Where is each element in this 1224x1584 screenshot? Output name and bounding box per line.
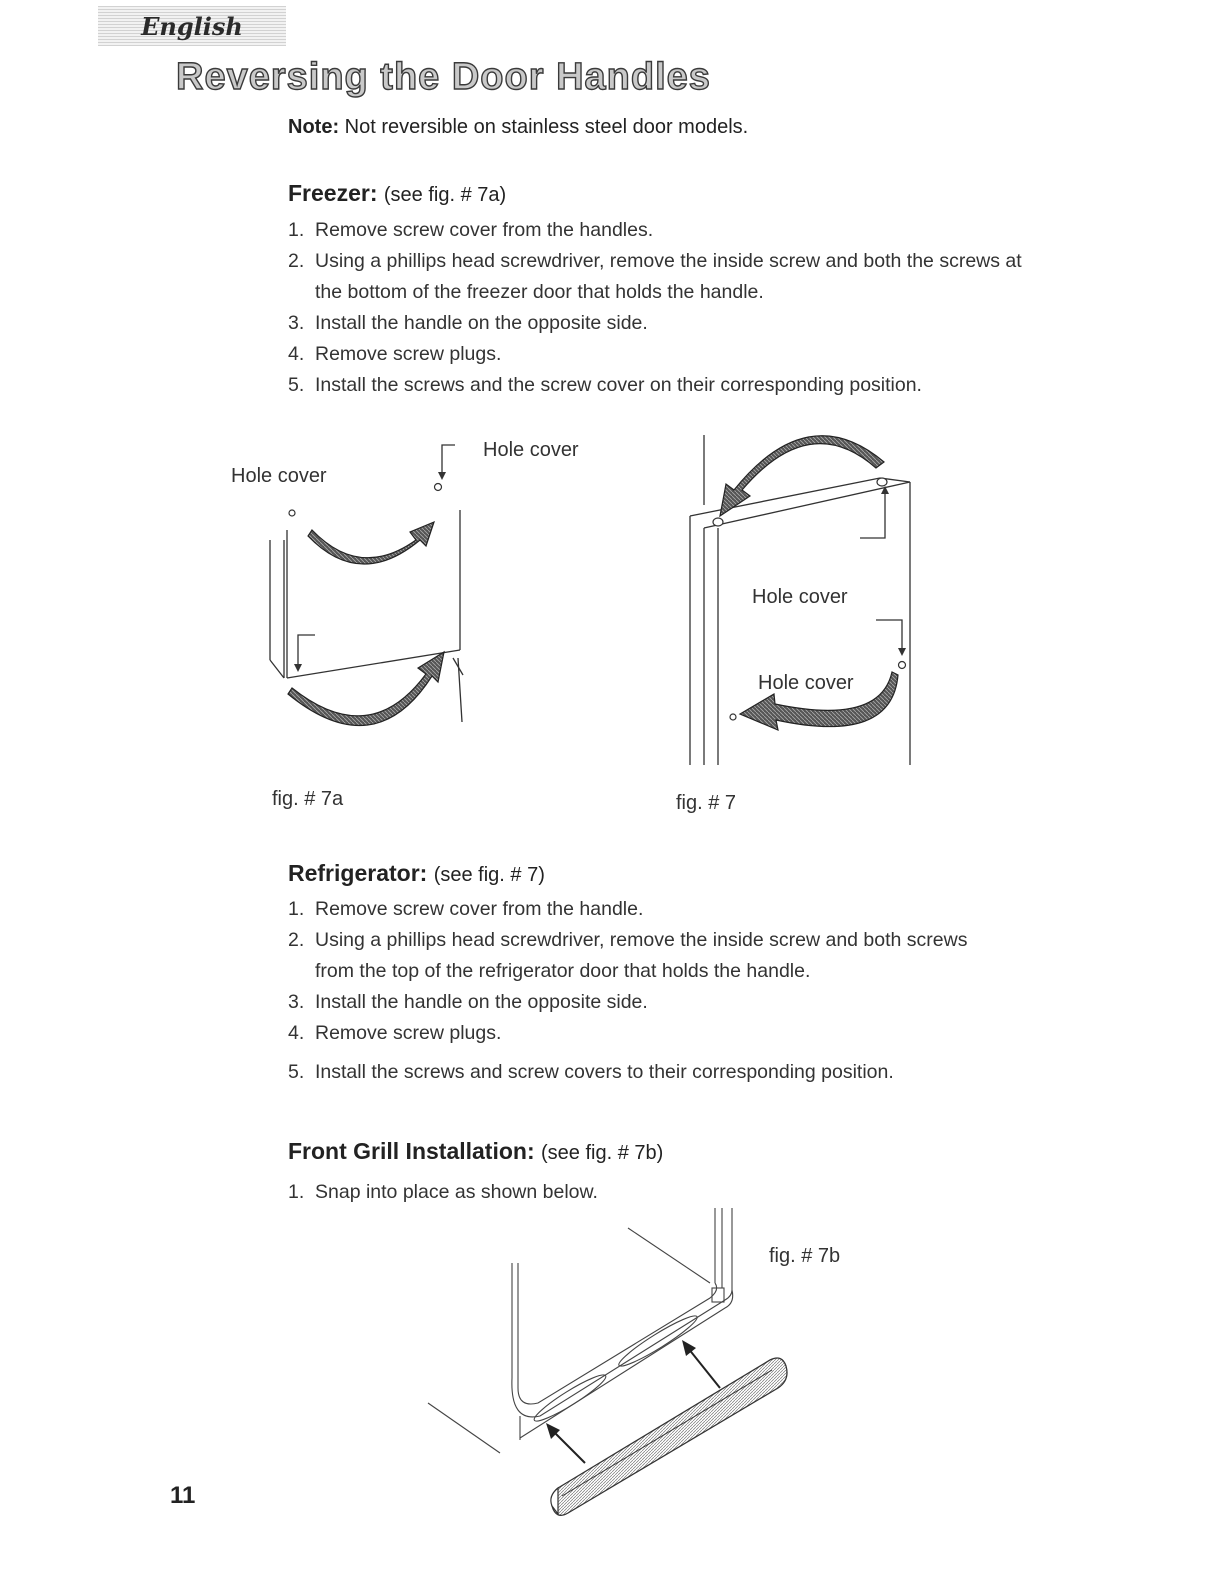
front-grill-steps [288,1177,888,1208]
hole-cover-icon [899,662,906,669]
hole-cover-icon [289,510,295,516]
front-grill-see-ref: (see fig. # 7b) [541,1142,664,1164]
note [288,116,748,139]
step-text: Using a phillips head screwdriver, remove the inside screw and both screws from the top of the refrigerator door that holds the handle. [315,929,968,982]
front-grill-heading-label: Front Grill Installation: [288,1138,535,1164]
freezer-steps [288,215,1028,401]
curved-arrow-icon [308,522,434,564]
arrow-icon [682,1340,696,1356]
list-item [288,925,988,987]
step-number: 1. [288,898,305,920]
figure-caption: fig. # 7b [769,1245,841,1267]
hole-cover-icon [877,478,887,486]
language-label: English [141,11,243,41]
step-text: Install the handle on the opposite side. [315,312,648,334]
list-item [288,246,1028,308]
figure-caption: fig. # 7a [272,788,344,810]
refrigerator-heading-label: Refrigerator: [288,860,428,886]
refrigerator-steps [288,894,988,1088]
step-number: 4. [288,343,305,365]
list-item [288,215,1028,246]
step-text: Using a phillips head screwdriver, remove the inside screw and both the screws at the bottom of the freezer door that holds the handle. [315,250,1022,303]
freezer-heading-label: Freezer: [288,180,378,206]
step-number: 1. [288,1181,305,1203]
step-text: Install the handle on the opposite side. [315,991,648,1013]
front-grill-heading [288,1138,663,1165]
front-grill-illustration [420,1208,820,1528]
note-label: Note: [288,116,340,138]
callout-hole-cover: Hole cover [231,465,327,487]
page-number: 11 [170,1482,196,1509]
list-item [288,1177,888,1208]
step-number: 1. [288,219,305,241]
callout-hole-cover: Hole cover [758,672,854,694]
list-item [288,308,1028,339]
step-number: 3. [288,991,305,1013]
curved-arrow-icon [288,652,444,726]
step-text: Install the screws and the screw cover on their corresponding position. [315,374,922,396]
step-text: Remove screw plugs. [315,343,502,365]
step-text: Remove screw cover from the handle. [315,898,644,920]
figure-caption: fig. # 7 [676,792,737,814]
freezer-heading [288,180,506,207]
refrigerator-see-ref: (see fig. # 7) [433,864,545,886]
step-text: Install the screws and screw covers to their corresponding position. [315,1061,894,1083]
step-text: Remove screw cover from the handles. [315,219,654,241]
step-text: Snap into place as shown below. [315,1181,598,1203]
step-number: 2. [288,250,305,272]
step-number: 5. [288,1061,305,1083]
hole-cover-icon [435,484,442,491]
callout-hole-cover: Hole cover [483,439,579,461]
grill-bar-icon [552,1358,787,1515]
language-tab [98,6,286,46]
note-text: Not reversible on stainless steel door models. [344,116,749,138]
step-text: Remove screw plugs. [315,1022,502,1044]
list-item [288,987,988,1018]
step-number: 2. [288,929,305,951]
step-number: 3. [288,312,305,334]
list-item [288,339,1028,370]
list-item [288,1018,988,1049]
list-item [288,370,1028,401]
step-number: 4. [288,1022,305,1044]
callout-hole-cover: Hole cover [752,586,848,608]
page-title: Reversing the Door Handles [176,56,711,98]
refrigerator-heading [288,860,545,887]
list-item [288,894,988,925]
hole-cover-icon [730,714,736,720]
freezer-see-ref: (see fig. # 7a) [383,184,507,206]
step-number: 5. [288,374,305,396]
hole-cover-icon [713,518,723,526]
curved-arrow-icon [720,436,884,516]
list-item [288,1057,988,1088]
